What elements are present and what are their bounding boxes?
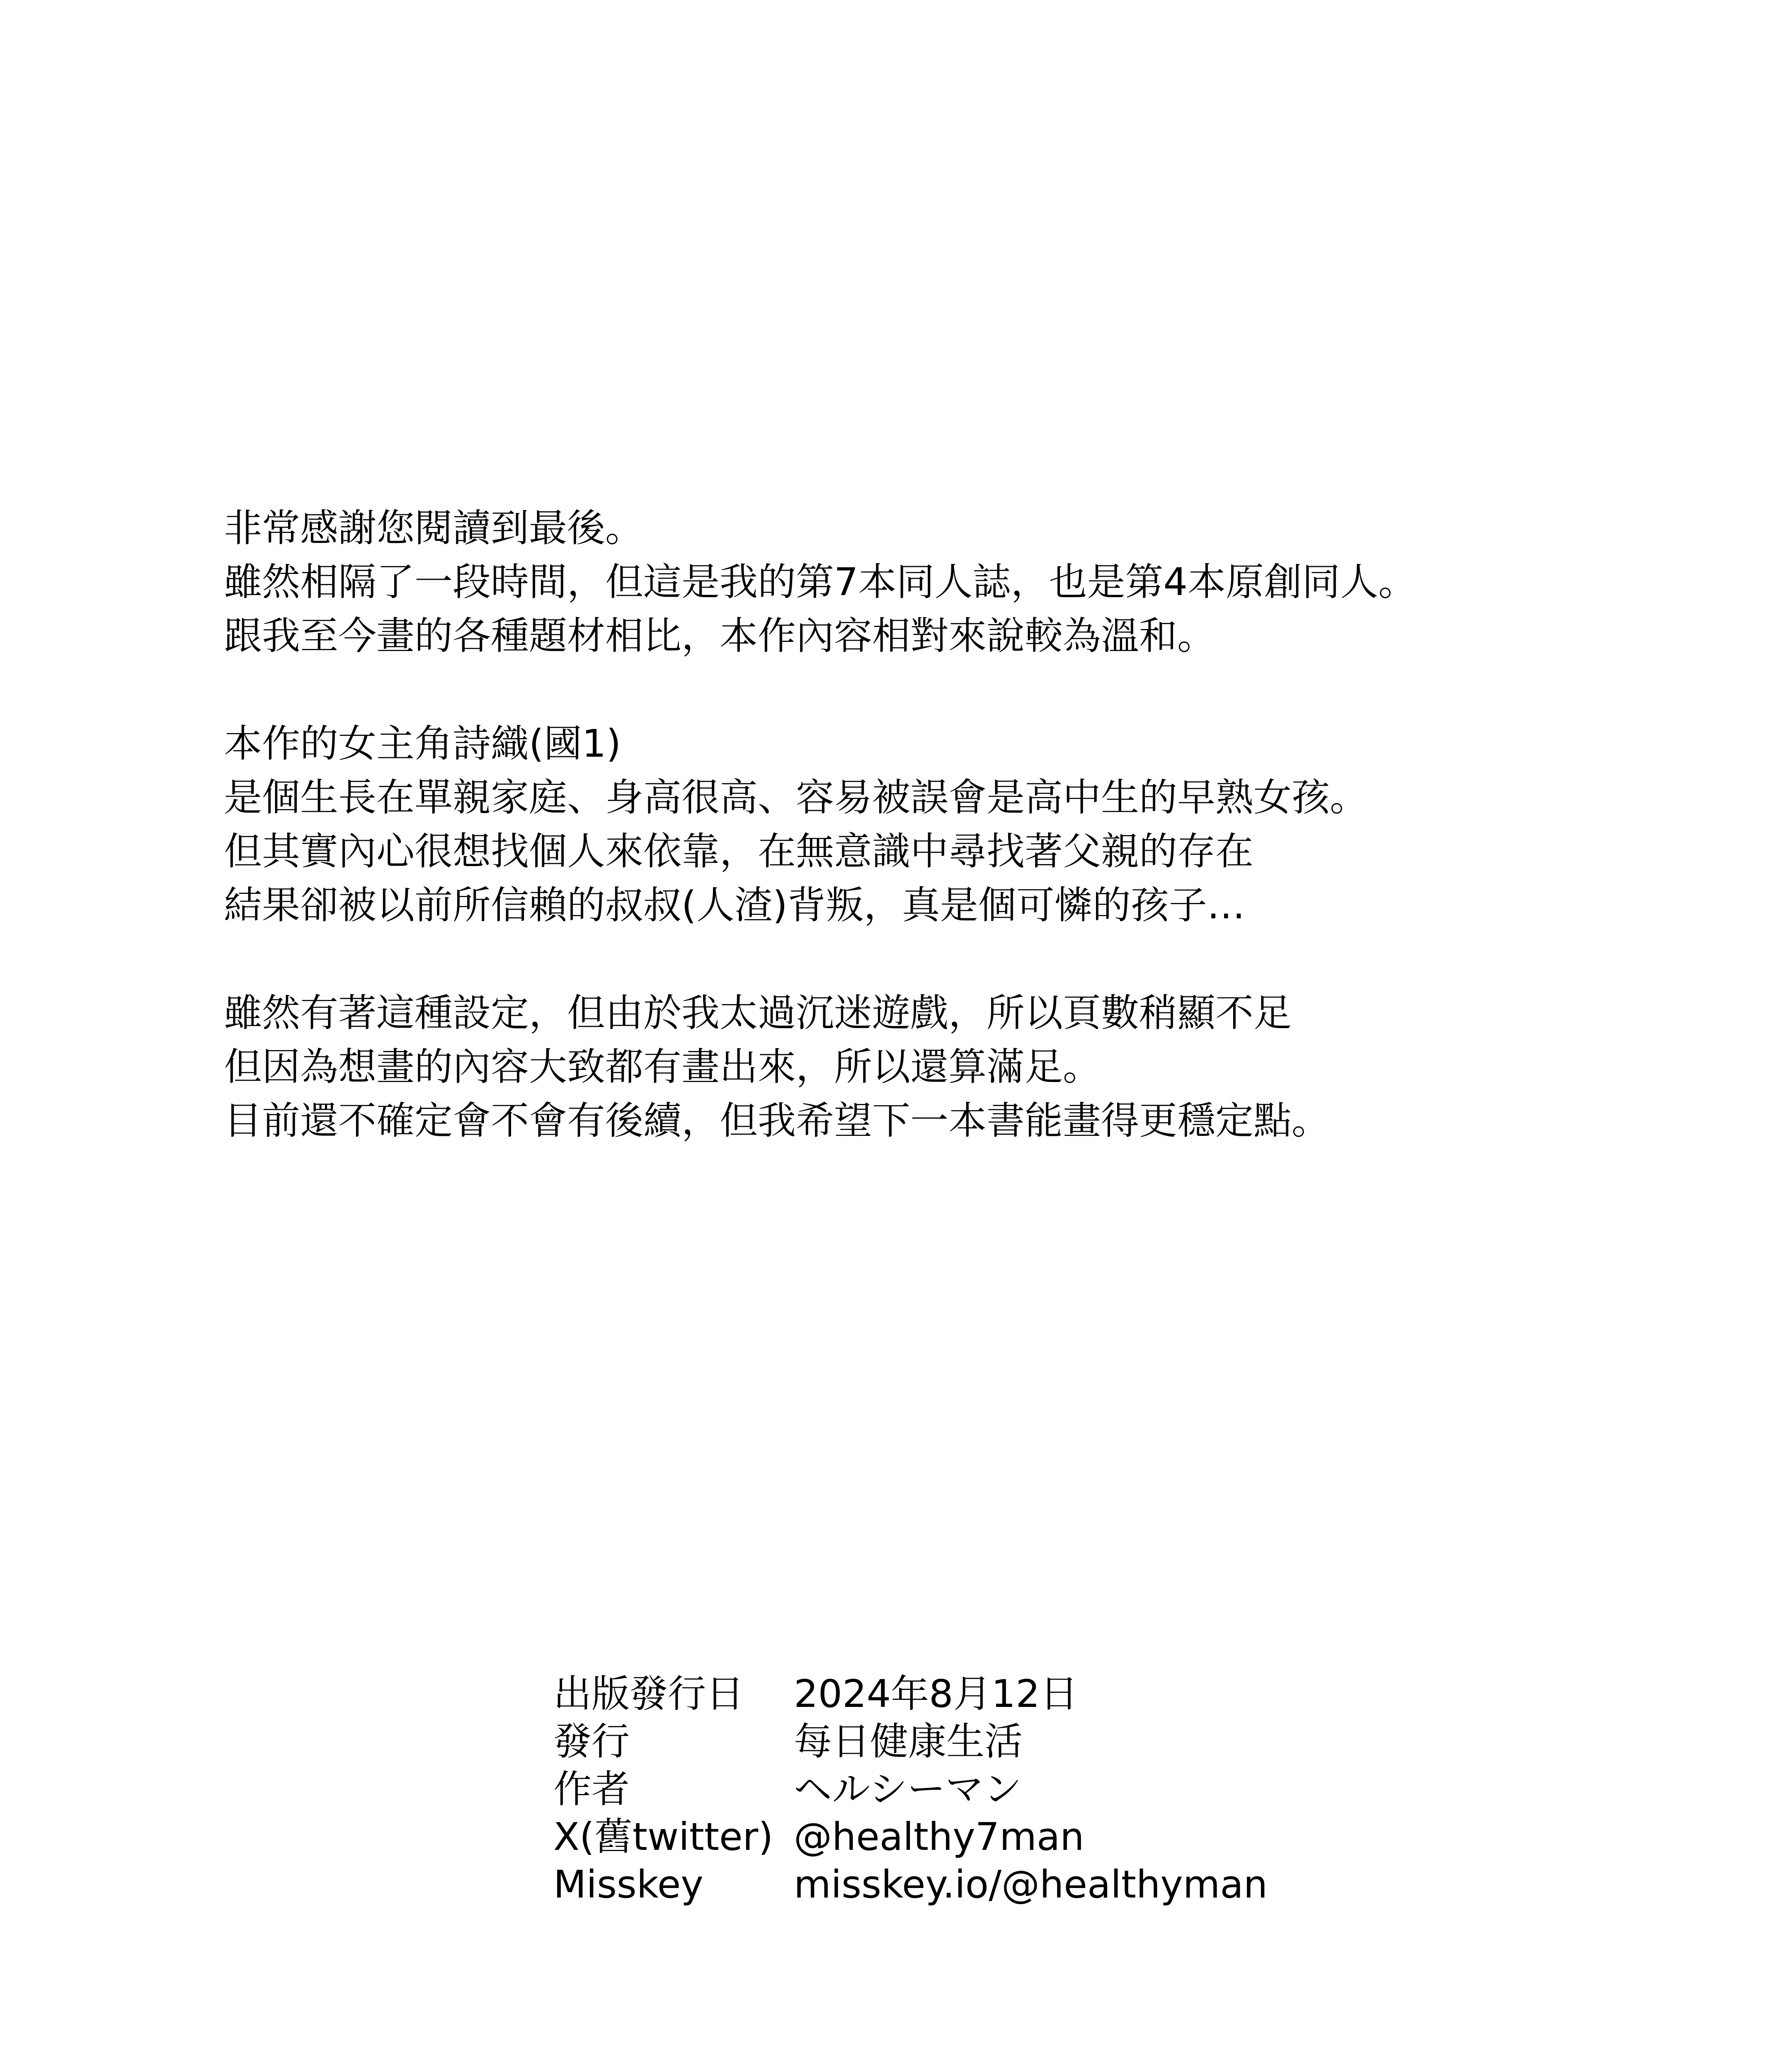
colophon-label: 作者 bbox=[553, 1767, 630, 1811]
afterword-line: 雖然有著這種設定，但由於我太過沉迷遊戲，所以頁數稍顯不足 bbox=[224, 991, 1292, 1035]
afterword bbox=[224, 501, 1633, 1148]
colophon-value: @healthy7man bbox=[794, 1815, 1084, 1859]
colophon-label: X(舊twitter) bbox=[553, 1815, 773, 1859]
colophon-row-misskey bbox=[553, 1861, 1268, 1908]
colophon-value: 每日健康生活 bbox=[794, 1719, 1023, 1764]
afterword-line: 但因為想畫的內容大致都有畫出來，所以還算滿足。 bbox=[224, 1045, 1101, 1089]
colophon-label: 出版發行日 bbox=[553, 1672, 744, 1716]
afterword-paragraph-3 bbox=[224, 986, 1633, 1148]
colophon-row-publisher bbox=[553, 1718, 1268, 1765]
afterword-line: 非常感謝您閱讀到最後。 bbox=[224, 506, 644, 550]
afterword-line: 但其實內心很想找個人來依靠，在無意識中尋找著父親的存在 bbox=[224, 829, 1254, 874]
colophon-row-author bbox=[553, 1765, 1268, 1813]
colophon-value: ヘルシーマン bbox=[794, 1767, 1022, 1811]
afterword-line: 是個生長在單親家庭、身高很高、容易被誤會是高中生的早熟女孩。 bbox=[224, 775, 1368, 820]
afterword-line: 目前還不確定會不會有後續，但我希望下一本書能畫得更穩定點。 bbox=[224, 1099, 1330, 1143]
colophon-label: Misskey bbox=[553, 1862, 703, 1907]
afterword-line: 雖然相隔了一段時間，但這是我的第7本同人誌，也是第4本原創同人。 bbox=[224, 560, 1417, 604]
afterword-line: 本作的女主角詩織(國1) bbox=[224, 721, 621, 766]
afterword-line: 結果卻被以前所信賴的叔叔(人渣)背叛，真是個可憐的孩子… bbox=[224, 883, 1245, 927]
colophon-value: 2024年8月12日 bbox=[794, 1672, 1078, 1716]
colophon-row-release-date bbox=[553, 1670, 1268, 1718]
afterword-line: 跟我至今畫的各種題材相比，本作內容相對來說較為溫和。 bbox=[224, 614, 1216, 658]
colophon-label: 發行 bbox=[553, 1719, 630, 1764]
colophon bbox=[553, 1670, 1268, 1908]
afterword-paragraph-1 bbox=[224, 501, 1633, 663]
colophon-value: misskey.io/@healthyman bbox=[794, 1862, 1268, 1907]
colophon-row-x bbox=[553, 1813, 1268, 1861]
afterword-paragraph-2 bbox=[224, 717, 1633, 932]
